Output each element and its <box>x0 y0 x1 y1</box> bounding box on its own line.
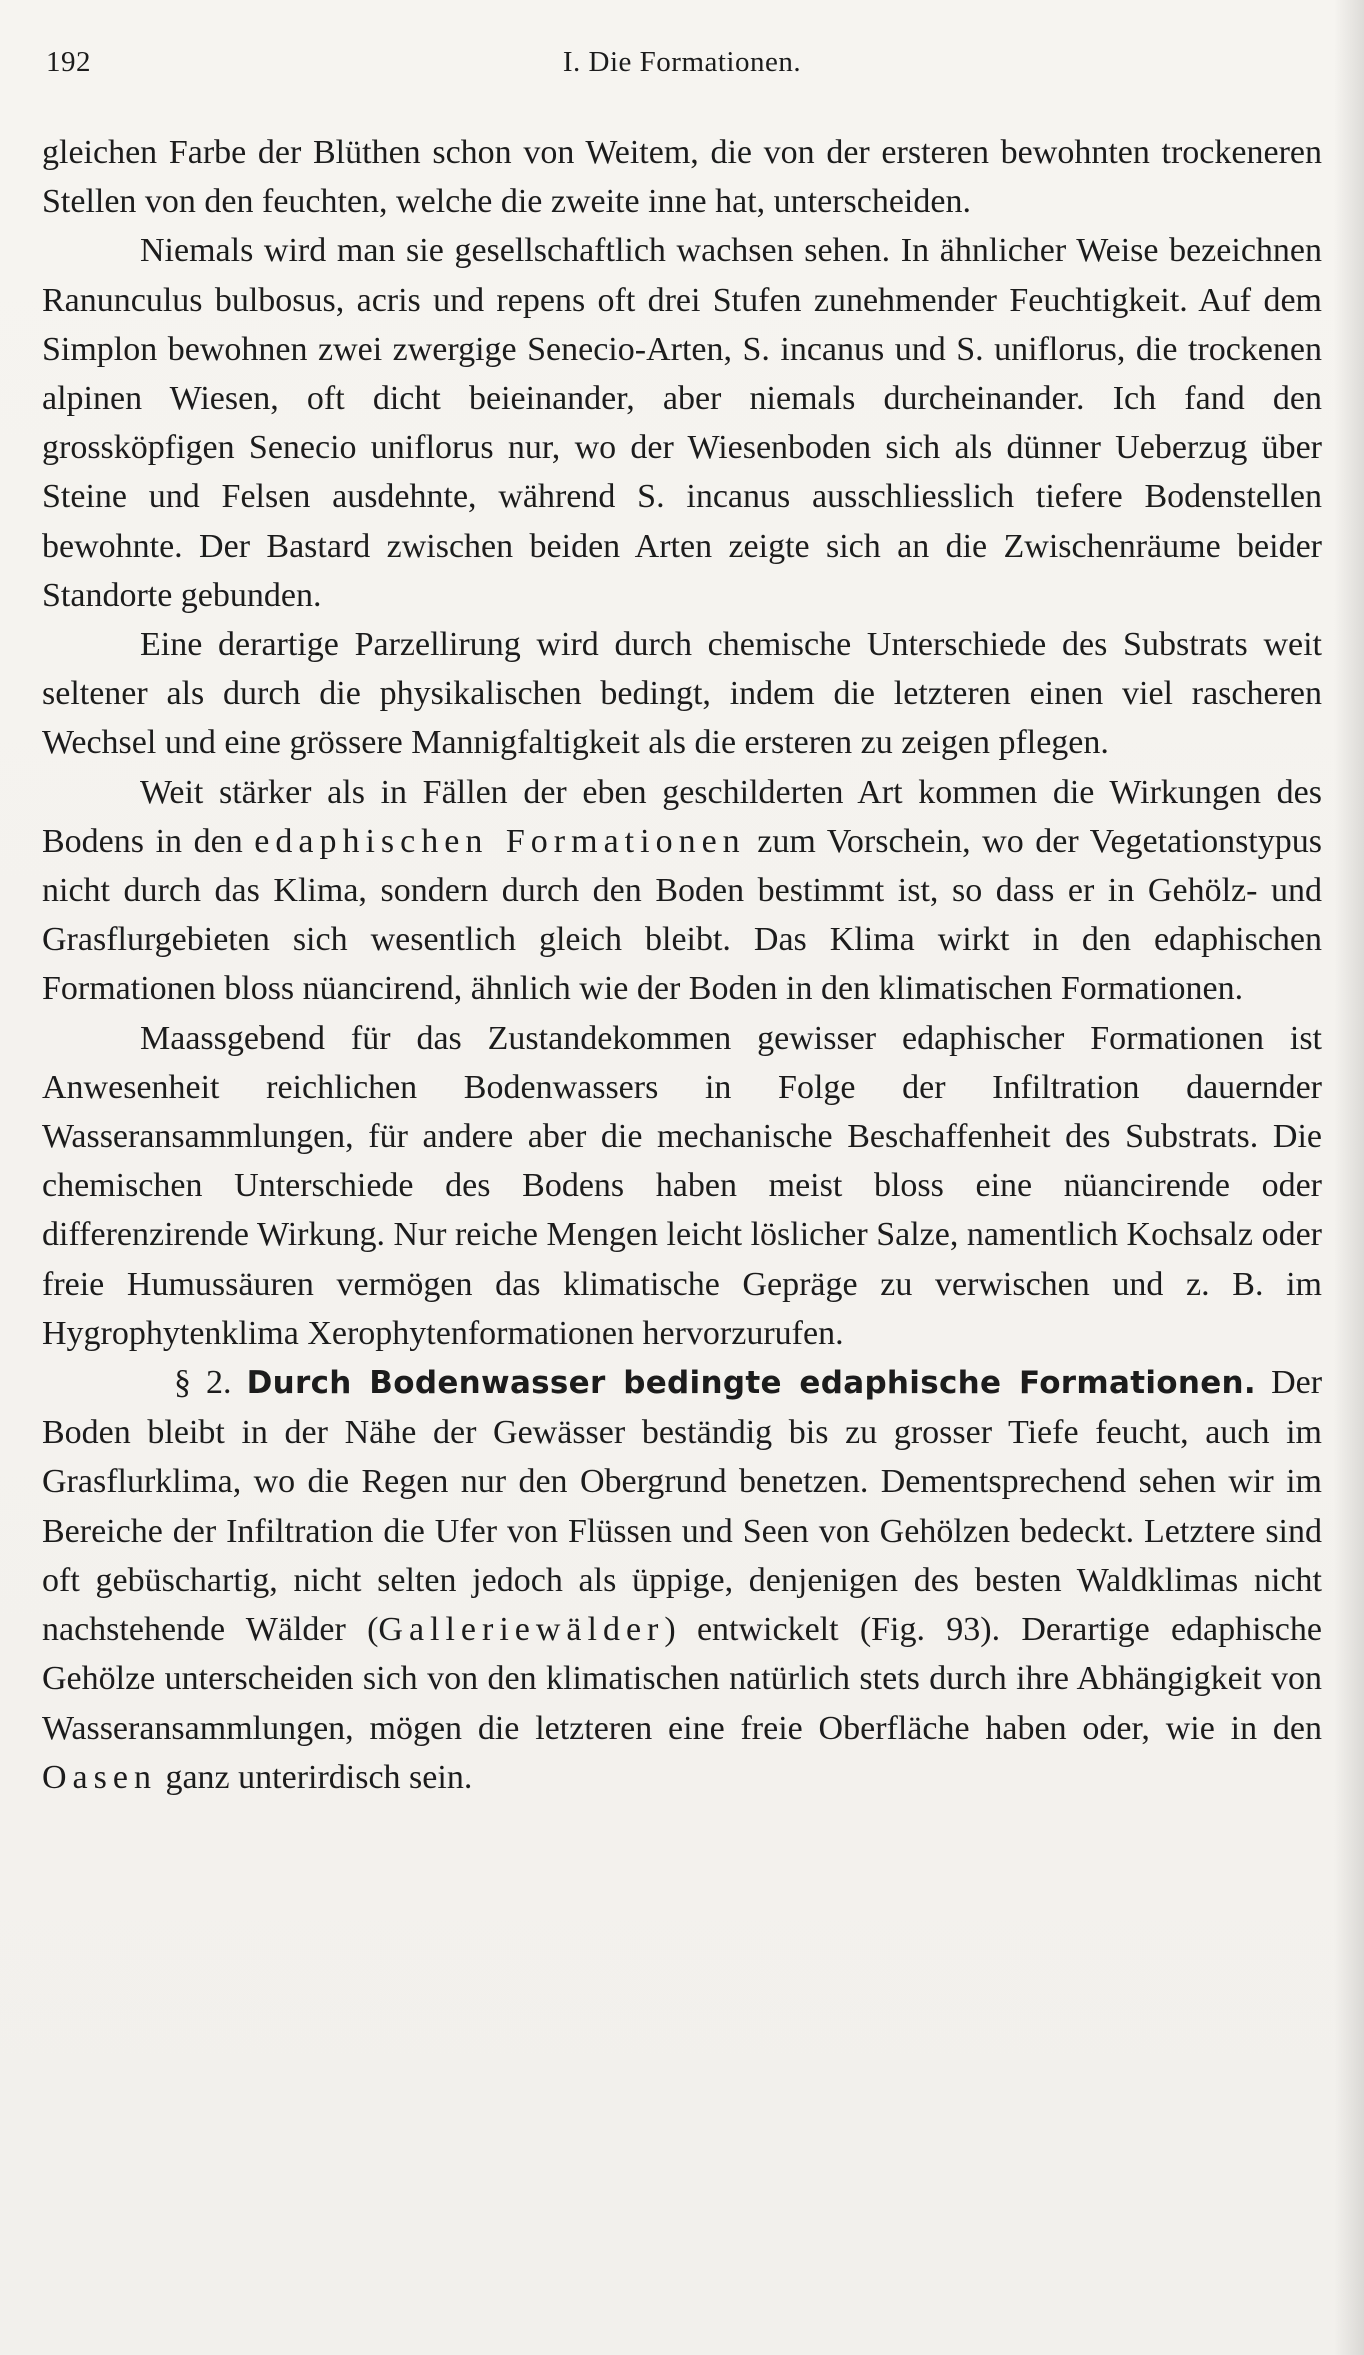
spaced-term: Oasen <box>42 1758 157 1796</box>
paragraph-text: Eine derartige Parzellirung wird durch chemische Unterschiede des Substrats weit seltener als durch die physikalischen bedingt, indem die letzteren einen viel rascheren Wechsel und eine grössere Mannigfaltigkeit als die ersteren zu zeigen pflegen. <box>42 626 1322 762</box>
paragraph-2 <box>42 226 1322 620</box>
paragraph-text: ganz unterirdisch sein. <box>156 1758 473 1796</box>
paragraph-text: Der Boden bleibt in der Nähe der Gewässer beständig bis zu grosser Tiefe feucht, auch im Grasflurklima, wo die Regen nur den Obergrund benetzen. Dementsprechend sehen wir im Bereiche der Infiltration die Ufer von Flüssen und Seen von Gehölzen bedeckt. Letztere sind oft gebüschartig, nicht selten jedoch als üppige, denjenigen des besten Waldklimas nicht nachstehende Wälder ( <box>42 1364 1323 1649</box>
spaced-term: Galleriewälder <box>378 1611 665 1649</box>
body-text <box>42 128 1322 1802</box>
paragraph-text: Maassgebend für das Zustandekommen gewisser edaphischer Formationen ist Anwesenheit reichlichen Bodenwassers in Folge der Infiltration dauernder Wasseransammlungen, für andere aber die mechanische Beschaffenheit des Substrats. Die chemischen Unterschiede des Bodens haben meist bloss eine nüancirende oder differenzirende Wirkung. Nur reiche Mengen leicht löslicher Salze, namentlich Kochsalz oder freie Humussäuren vermögen das klimatische Gepräge zu verwischen und z. B. im Hygrophytenklima Xerophytenformationen hervorzurufen. <box>42 1019 1322 1352</box>
paragraph-text: gleichen Farbe der Blüthen schon von Weitem, die von der ersteren bewohnten trockeneren Stellen von den feuchten, welche die zweite inne hat, unterscheiden. <box>42 134 1322 221</box>
paragraph-1 <box>42 128 1322 226</box>
paragraph-text: zum Vorschein, wo der Vegetationstypus nicht durch das Klima, sondern durch den Boden bestimmt ist, so dass er in Gehölz- und Grasflurgebieten sich wesentlich gleich bleibt. Das Klima wirkt in den edaphischen Formationen bloss nüancirend, ähnlich wie der Boden in den klimatischen Formationen. <box>42 822 1322 1008</box>
paragraph-text: Niemals wird man sie gesellschaftlich wachsen sehen. In ähnlicher Weise bezeichnen Ranunculus bulbosus, acris und repens oft drei Stufen zunehmender Feuchtigkeit. Auf dem Simplon bewohnen zwei zwergige Senecio-Arten, S. incanus und S. uniflorus, die trockenen alpinen Wiesen, oft dicht beieinander, aber niemals durcheinander. Ich fand den grossköpfigen Senecio uniflorus nur, wo der Wiesenboden sich als dünner Ueberzug über Steine und Felsen ausdehnte, während S. incanus ausschliesslich tiefere Bodenstellen bewohnte. Der Bastard zwischen beiden Arten zeigte sich an die Zwischenräume beider Standorte gebunden. <box>42 232 1322 614</box>
page-number: 192 <box>46 46 91 78</box>
paragraph-3 <box>42 620 1322 768</box>
section-mark: § 2. <box>174 1364 232 1402</box>
paragraph-4 <box>42 768 1322 1014</box>
paragraph-text: Weit stärker als in Fällen der eben geschilderten Art kommen die Wirkungen des Bodens in den <box>42 773 1322 860</box>
section-title: Durch Bodenwasser bedingte edaphische Formationen. <box>246 1365 1256 1402</box>
page-edge-shadow <box>1334 0 1364 2355</box>
paragraph-text: ) entwickelt (Fig. 93). Derartige edaphische Gehölze unterscheiden sich von den klimatischen natürlich stets durch ihre Abhängigkeit von Wasseransammlungen, mögen die letzteren eine freie Oberfläche haben oder, wie in den <box>42 1611 1322 1747</box>
paragraph-5 <box>42 1014 1322 1358</box>
page-header <box>42 46 1322 86</box>
paragraph-6-section <box>42 1358 1322 1802</box>
spaced-term: edaphischen Formationen <box>254 822 746 860</box>
running-title: I. Die Formationen. <box>562 46 802 78</box>
